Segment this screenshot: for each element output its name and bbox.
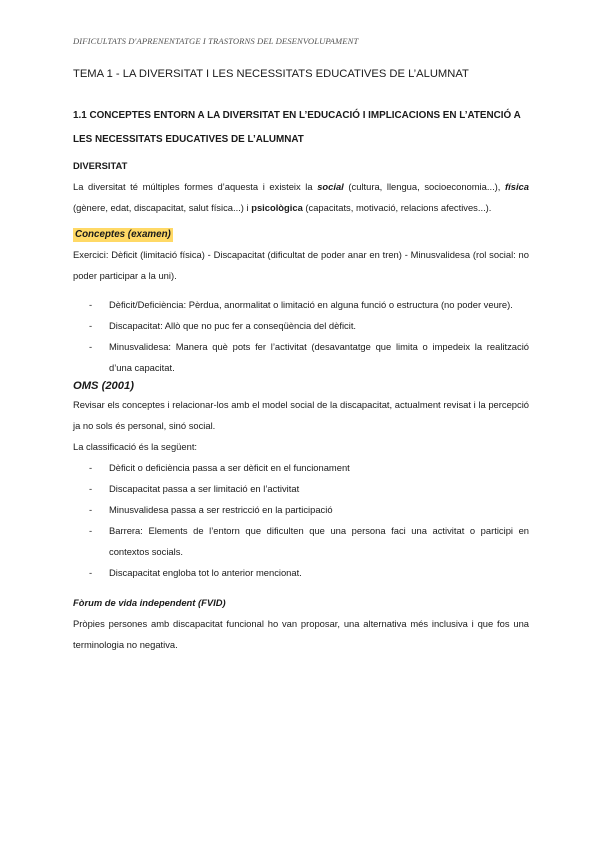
bullet-dash: - [89, 341, 93, 352]
oms-list [73, 457, 529, 583]
bullet-dash: - [89, 504, 93, 515]
diversitat-text-3: (gènere, edat, discapacitat, salut física...) i [73, 202, 252, 213]
page-content [73, 68, 529, 655]
list-item-text: Dèficit/Deficiència: Pèrdua, anormalitat o limitació en alguna funció o estructura (no poder veure). [109, 299, 513, 310]
diversitat-text-1: La diversitat té múltiples formes d’aquesta i existeix la [73, 181, 318, 192]
bullet-dash: - [89, 567, 93, 578]
section-title: 1.1 CONCEPTES ENTORN A LA DIVERSITAT EN L’EDUCACIÓ I IMPLICACIONS EN L’ATENCIÓ A LES NECESSITATS EDUCATIVES DE L’ALUMNAT [73, 110, 521, 145]
term-psicologica: psicològica [251, 202, 303, 213]
conceptes-list [73, 294, 529, 378]
list-item-text: Discapacitat passa a ser limitació en l’activitat [109, 483, 300, 494]
fvid-paragraph: Pròpies persones amb discapacitat funcional ho van proposar, una alternativa més inclusiva i que fos una terminologia no negativa. [73, 618, 529, 650]
term-social: social [317, 181, 344, 192]
exercici-paragraph: Exercici: Dèficit (limitació física) - Discapacitat (dificultat de poder anar en tren) - Minusvalidesa (rol social: no poder participar a la uni). [73, 249, 529, 281]
list-item-text: Discapacitat: Allò que no puc fer a conseqüència del dèficit. [109, 320, 357, 331]
classificacio-intro: La classificació és la següent: [73, 441, 198, 452]
list-item [73, 562, 529, 583]
diversitat-text-2: (cultura, llengua, socioeconomia...), [343, 181, 506, 192]
bullet-dash: - [89, 462, 93, 473]
list-item [73, 336, 529, 378]
bullet-dash: - [89, 299, 93, 310]
oms-paragraph: Revisar els conceptes i relacionar-los amb el model social de la discapacitat, actualment revisat i la percepció ja no sols és personal, sinó social. [73, 399, 529, 431]
list-item-text: Discapacitat engloba tot lo anterior mencionat. [109, 567, 302, 578]
term-fisica: física [505, 181, 529, 192]
diversitat-heading: DIVERSITAT [73, 160, 128, 171]
diversitat-text-4: (capacitats, motivació, relacions afectives...). [302, 202, 492, 213]
bullet-dash: - [89, 525, 93, 536]
list-item-text: Minusvalidesa passa a ser restricció en la participació [109, 504, 333, 515]
list-item-text: Barrera: Elements de l’entorn que dificulten que una persona faci una activitat o participi en contextos socials. [109, 525, 529, 557]
diversitat-paragraph [73, 176, 529, 218]
list-item [73, 520, 529, 562]
list-item [73, 315, 529, 336]
conceptes-heading: Conceptes (examen) [75, 229, 171, 240]
list-item-text: Dèficit o deficiència passa a ser dèficit en el funcionament [109, 462, 350, 473]
bullet-dash: - [89, 483, 93, 494]
list-item [73, 478, 529, 499]
list-item [73, 294, 529, 315]
oms-heading: OMS (2001) [73, 380, 134, 392]
fvid-heading: Fòrum de vida independent (FVID) [73, 597, 226, 608]
bullet-dash: - [89, 320, 93, 331]
list-item [73, 499, 529, 520]
list-item-text: Minusvalidesa: Manera què pots fer l’activitat (desavantatge que limita o impedeix la realització d’una capacitat. [109, 341, 529, 373]
tema-title: TEMA 1 - LA DIVERSITAT I LES NECESSITATS EDUCATIVES DE L’ALUMNAT [73, 68, 469, 80]
running-header: DIFICULTATS D'APRENENTATGE I TRASTORNS DEL DESENVOLUPAMENT [73, 36, 359, 46]
list-item [73, 457, 529, 478]
